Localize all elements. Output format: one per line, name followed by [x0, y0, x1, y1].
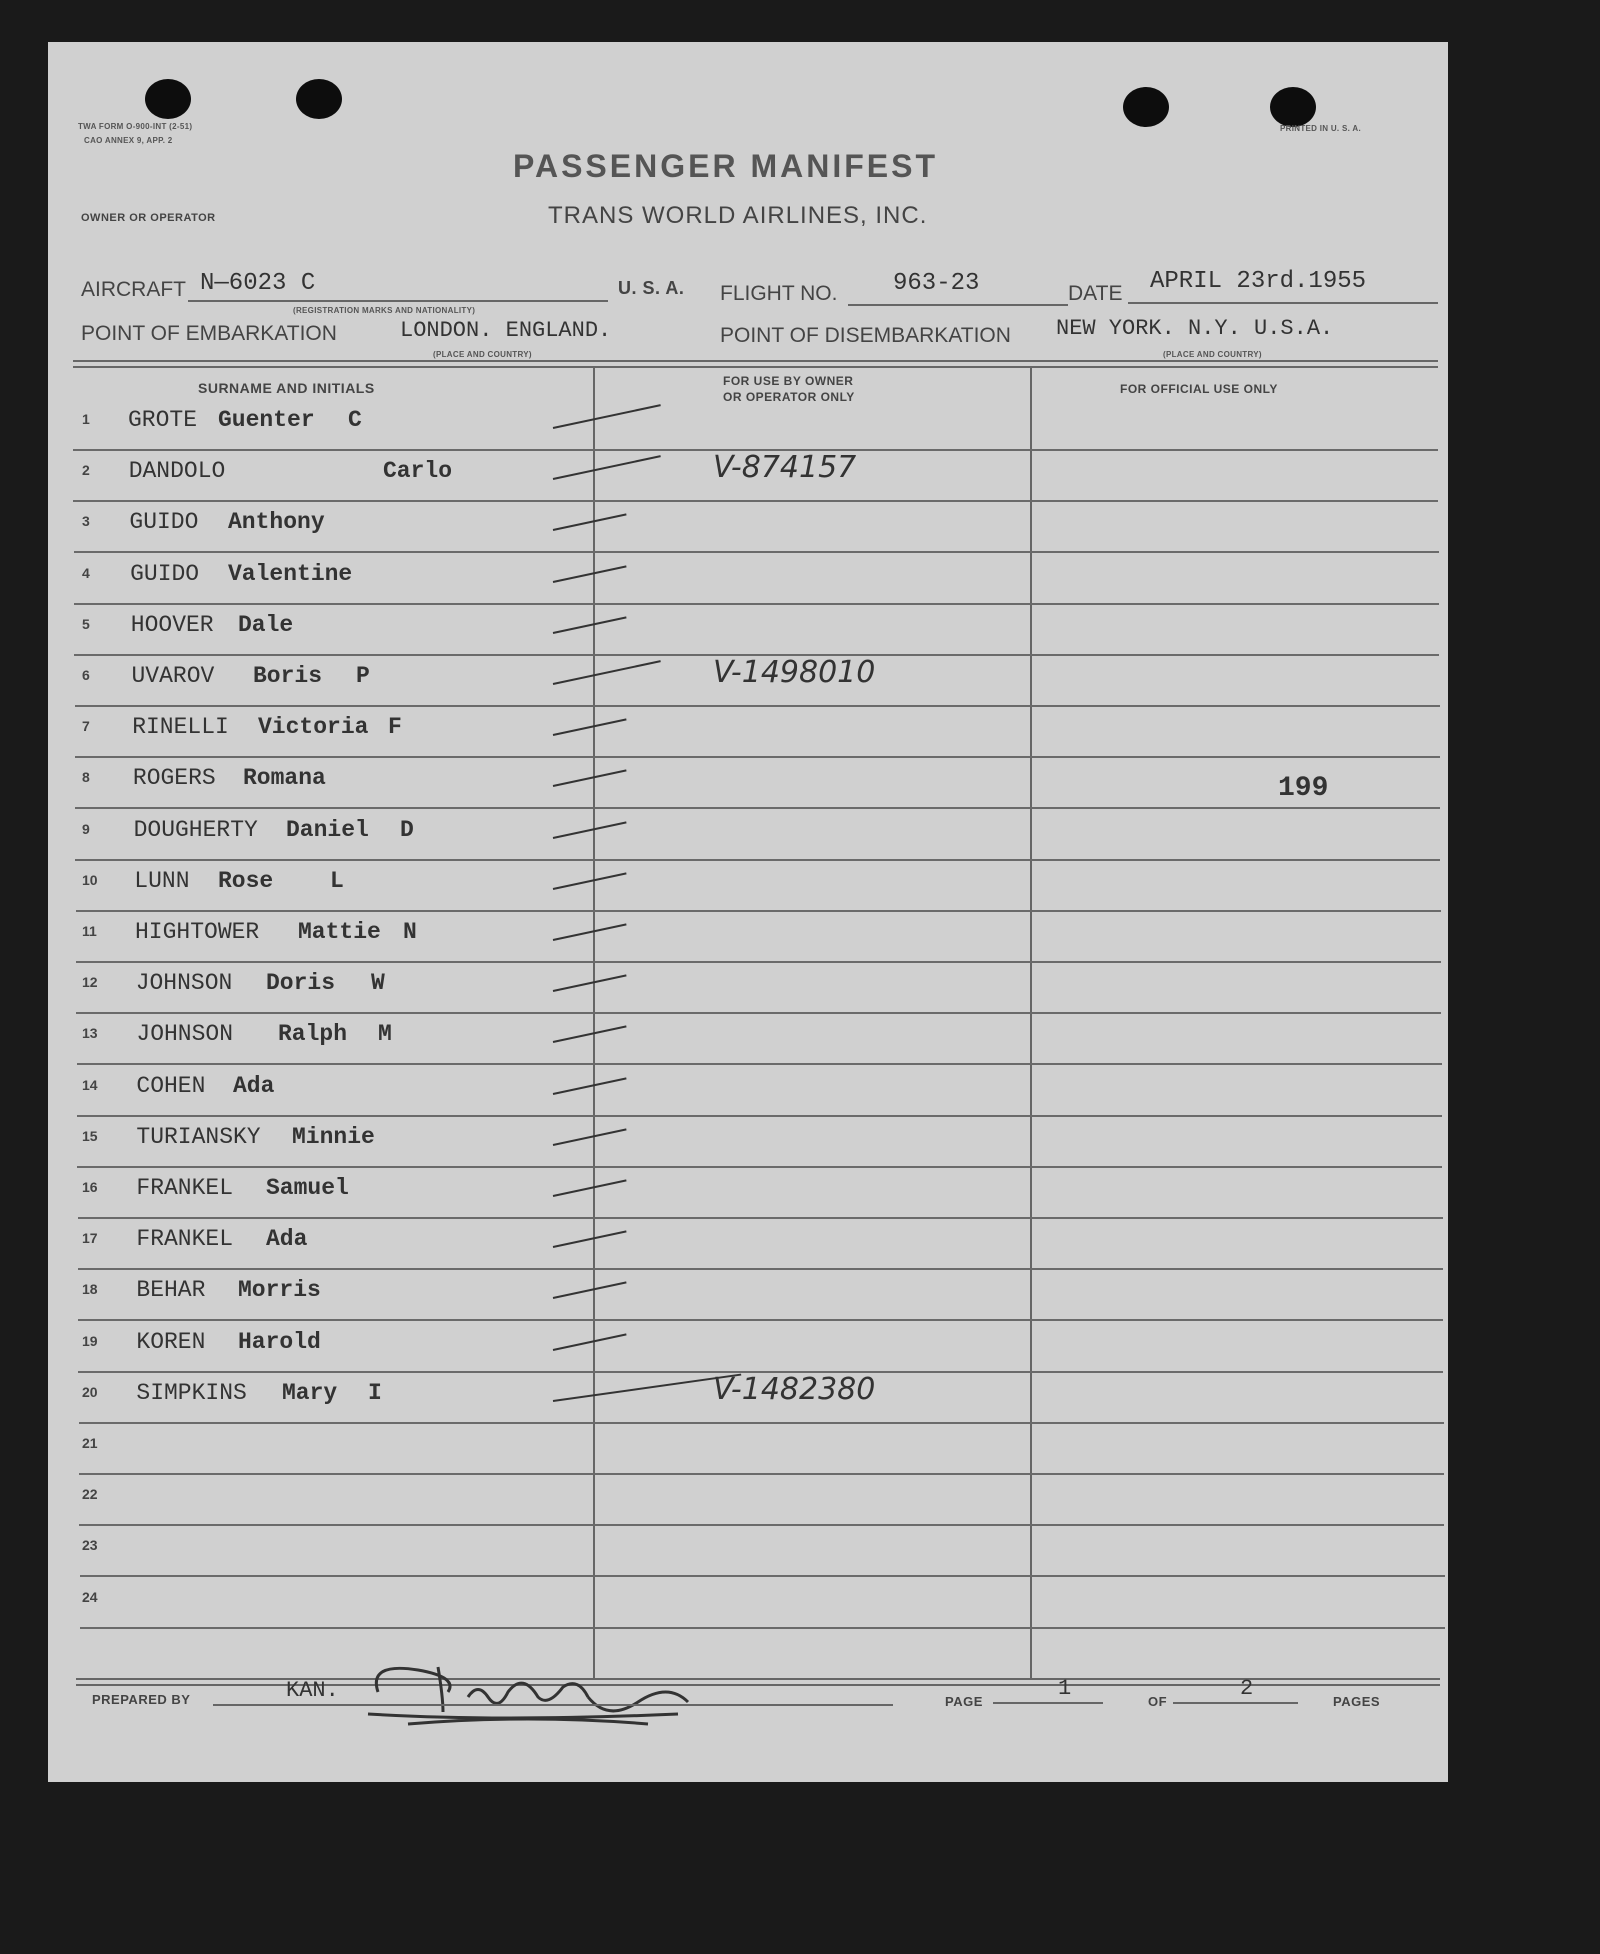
row-divider: [80, 1627, 1445, 1629]
passenger-given-name: Guenter: [218, 407, 315, 433]
row-number: 13: [82, 1025, 98, 1042]
passenger-surname: KOREN: [136, 1328, 206, 1355]
row-number: 19: [82, 1332, 98, 1349]
passenger-given-name: Mattie: [298, 919, 381, 945]
row-number: 2: [82, 462, 90, 479]
row-divider: [76, 961, 1441, 963]
passenger-initial: M: [378, 1021, 392, 1048]
passenger-surname: HIGHTOWER: [135, 919, 260, 945]
passenger-given-name: Boris: [253, 663, 323, 689]
owner-note: V-874157: [713, 450, 857, 486]
row-number: 10: [82, 871, 98, 888]
owner-note: V-1498010: [713, 655, 876, 690]
row-number: 1: [82, 411, 90, 427]
passenger-given-name: Harold: [238, 1328, 321, 1355]
row-number: 23: [82, 1537, 98, 1554]
punch-hole-1: [145, 79, 191, 119]
column-divider-2: [1030, 368, 1032, 1678]
row-number: 16: [82, 1179, 98, 1195]
passenger-given-name: Mary: [282, 1379, 338, 1406]
of-label: OF: [1148, 1694, 1168, 1709]
row-divider: [75, 705, 1440, 707]
row-number: 24: [82, 1588, 98, 1605]
passenger-given-name: Carlo: [383, 458, 453, 485]
passenger-given-name: Victoria: [258, 714, 369, 741]
embarkation-label: POINT OF EMBARKATION: [81, 322, 337, 345]
row-number: 7: [82, 718, 90, 735]
flight-underline: [848, 304, 1068, 306]
passenger-given-name: Romana: [243, 765, 326, 792]
row-divider: [76, 1012, 1441, 1014]
row-divider: [73, 500, 1438, 502]
check-mark: [553, 455, 661, 480]
passenger-initial: L: [330, 867, 344, 894]
official-note: 199: [1278, 773, 1329, 805]
passenger-surname: JOHNSON: [136, 1021, 234, 1048]
check-mark: [553, 565, 627, 583]
column-divider-1: [593, 368, 595, 1678]
passenger-given-name: Ralph: [278, 1021, 348, 1048]
column-name: SURNAME AND INITIALS: [198, 380, 375, 396]
row-divider: [78, 1319, 1443, 1321]
signature: [348, 1652, 768, 1732]
row-number: 14: [82, 1076, 98, 1093]
passenger-initial: C: [348, 407, 362, 433]
row-divider: [77, 1063, 1442, 1065]
form-number: TWA FORM O-900-INT (2-51): [78, 122, 193, 131]
prepared-by-value: KAN.: [286, 1678, 339, 1703]
page-label: PAGE: [945, 1694, 983, 1709]
row-number: 21: [82, 1435, 98, 1451]
nationality-value: U. S. A.: [618, 278, 685, 298]
row-number: 9: [82, 820, 90, 837]
passenger-surname: RINELLI: [132, 714, 229, 741]
row-divider: [78, 1217, 1443, 1219]
prepared-by-underline: [213, 1704, 893, 1706]
check-mark: [553, 821, 627, 839]
printed-in: PRINTED IN U. S. A.: [1280, 124, 1361, 133]
row-number: 17: [82, 1230, 98, 1247]
row-divider: [79, 1524, 1444, 1526]
aircraft-underline: [188, 300, 608, 302]
pages-label: PAGES: [1333, 1694, 1381, 1709]
column-owner-2: OR OPERATOR ONLY: [723, 390, 855, 404]
punch-hole-3: [1123, 87, 1169, 127]
check-mark: [553, 872, 627, 890]
embark-place-caption: (PLACE AND COUNTRY): [433, 350, 532, 359]
owner-note: V-1482380: [713, 1371, 876, 1407]
row-number: 18: [82, 1281, 98, 1298]
row-number: 5: [82, 615, 90, 632]
passenger-surname: SIMPKINS: [136, 1379, 247, 1406]
row-divider: [75, 756, 1440, 758]
disembarkation-label: POINT OF DISEMBARKATION: [720, 324, 1011, 347]
check-mark: [553, 660, 661, 685]
check-mark: [553, 1128, 627, 1146]
passenger-given-name: Doris: [266, 970, 336, 997]
punch-hole-4: [1270, 87, 1316, 127]
passenger-initial: D: [400, 816, 414, 843]
passenger-surname: UVAROV: [131, 663, 215, 689]
passenger-surname: GUIDO: [130, 560, 200, 587]
column-official: FOR OFFICIAL USE ONLY: [1120, 382, 1278, 396]
passenger-given-name: Daniel: [286, 816, 369, 843]
passenger-surname: ROGERS: [132, 765, 216, 792]
row-divider: [74, 551, 1439, 553]
passenger-surname: TURIANSKY: [136, 1123, 261, 1150]
row-divider: [79, 1473, 1444, 1475]
passenger-surname: FRANKEL: [136, 1175, 234, 1201]
page-title: PASSENGER MANIFEST: [513, 148, 938, 184]
passenger-surname: LUNN: [134, 867, 190, 894]
passenger-surname: DANDOLO: [128, 458, 226, 485]
total-pages: 2: [1240, 1676, 1254, 1701]
passenger-given-name: Samuel: [266, 1175, 349, 1201]
row-number: 22: [82, 1486, 98, 1503]
passenger-given-name: Ada: [233, 1072, 275, 1099]
check-mark: [553, 514, 627, 532]
check-mark: [553, 770, 627, 788]
row-divider: [78, 1268, 1443, 1270]
passenger-surname: JOHNSON: [135, 970, 233, 997]
date-value: APRIL 23rd.1955: [1150, 268, 1367, 295]
row-number: 11: [82, 923, 97, 939]
flight-value: 963-23: [893, 270, 980, 297]
prepared-by-label: PREPARED BY: [92, 1692, 191, 1707]
cao-annex: CAO ANNEX 9, APP. 2: [84, 136, 173, 145]
check-mark: [553, 1282, 627, 1300]
company-name: TRANS WORLD AIRLINES, INC.: [548, 202, 928, 229]
check-mark: [553, 975, 627, 993]
header-rule-2: [73, 366, 1438, 368]
manifest-sheet: [48, 42, 1448, 1782]
passenger-initial: I: [368, 1379, 382, 1406]
page-number: 1: [1058, 1676, 1072, 1701]
row-divider: [77, 1166, 1442, 1168]
row-number: 12: [82, 974, 98, 991]
disembarkation-value: NEW YORK. N.Y. U.S.A.: [1056, 316, 1334, 341]
row-divider: [74, 603, 1439, 605]
date-label: DATE: [1068, 282, 1123, 305]
check-mark: [553, 1026, 627, 1044]
passenger-given-name: Minnie: [292, 1123, 375, 1150]
row-number: 20: [82, 1383, 98, 1400]
header-rule-1: [73, 360, 1438, 362]
row-divider: [80, 1575, 1445, 1577]
aircraft-label: AIRCRAFT: [81, 278, 186, 301]
passenger-initial: F: [388, 714, 402, 741]
passenger-given-name: Morris: [238, 1277, 321, 1304]
passenger-surname: GROTE: [128, 407, 198, 433]
passenger-surname: BEHAR: [136, 1277, 206, 1304]
row-number: 8: [82, 769, 90, 786]
row-number: 4: [82, 564, 90, 581]
check-mark: [553, 616, 627, 634]
row-divider: [75, 807, 1440, 809]
aircraft-value: N—6023 C: [200, 270, 316, 297]
passenger-surname: DOUGHERTY: [133, 816, 258, 843]
passenger-given-name: Rose: [218, 867, 274, 894]
passenger-surname: HOOVER: [130, 611, 214, 638]
punch-hole-2: [296, 79, 342, 119]
owner-operator-label: OWNER OR OPERATOR: [81, 212, 216, 224]
row-divider: [79, 1422, 1444, 1424]
embarkation-value: LONDON. ENGLAND.: [400, 318, 612, 343]
row-divider: [75, 859, 1440, 861]
column-owner-1: FOR USE BY OWNER: [723, 374, 854, 388]
passenger-surname: GUIDO: [129, 509, 199, 536]
check-mark: [553, 1179, 627, 1197]
row-number: 3: [82, 513, 90, 530]
check-mark: [553, 1333, 627, 1351]
check-mark: [553, 923, 627, 941]
check-mark: [553, 404, 661, 429]
check-mark: [553, 1231, 627, 1249]
passenger-initial: P: [356, 663, 370, 689]
passenger-initial: N: [403, 919, 417, 945]
passenger-given-name: Anthony: [228, 509, 325, 536]
date-underline: [1128, 302, 1438, 304]
passenger-given-name: Ada: [266, 1226, 308, 1253]
passenger-surname: FRANKEL: [136, 1226, 234, 1253]
row-number: 15: [82, 1127, 98, 1144]
row-divider: [76, 910, 1441, 912]
row-number: 6: [82, 667, 90, 683]
passenger-surname: COHEN: [136, 1072, 206, 1099]
row-divider: [77, 1115, 1442, 1117]
page-underline: [993, 1702, 1103, 1704]
passenger-initial: W: [371, 970, 385, 997]
total-underline: [1173, 1702, 1298, 1704]
check-mark: [553, 1077, 627, 1095]
registration-caption: (REGISTRATION MARKS AND NATIONALITY): [293, 306, 476, 315]
check-mark: [553, 719, 627, 737]
flight-label: FLIGHT NO.: [720, 282, 838, 305]
passenger-given-name: Dale: [238, 611, 294, 638]
passenger-given-name: Valentine: [228, 560, 353, 587]
disembark-place-caption: (PLACE AND COUNTRY): [1163, 350, 1262, 359]
